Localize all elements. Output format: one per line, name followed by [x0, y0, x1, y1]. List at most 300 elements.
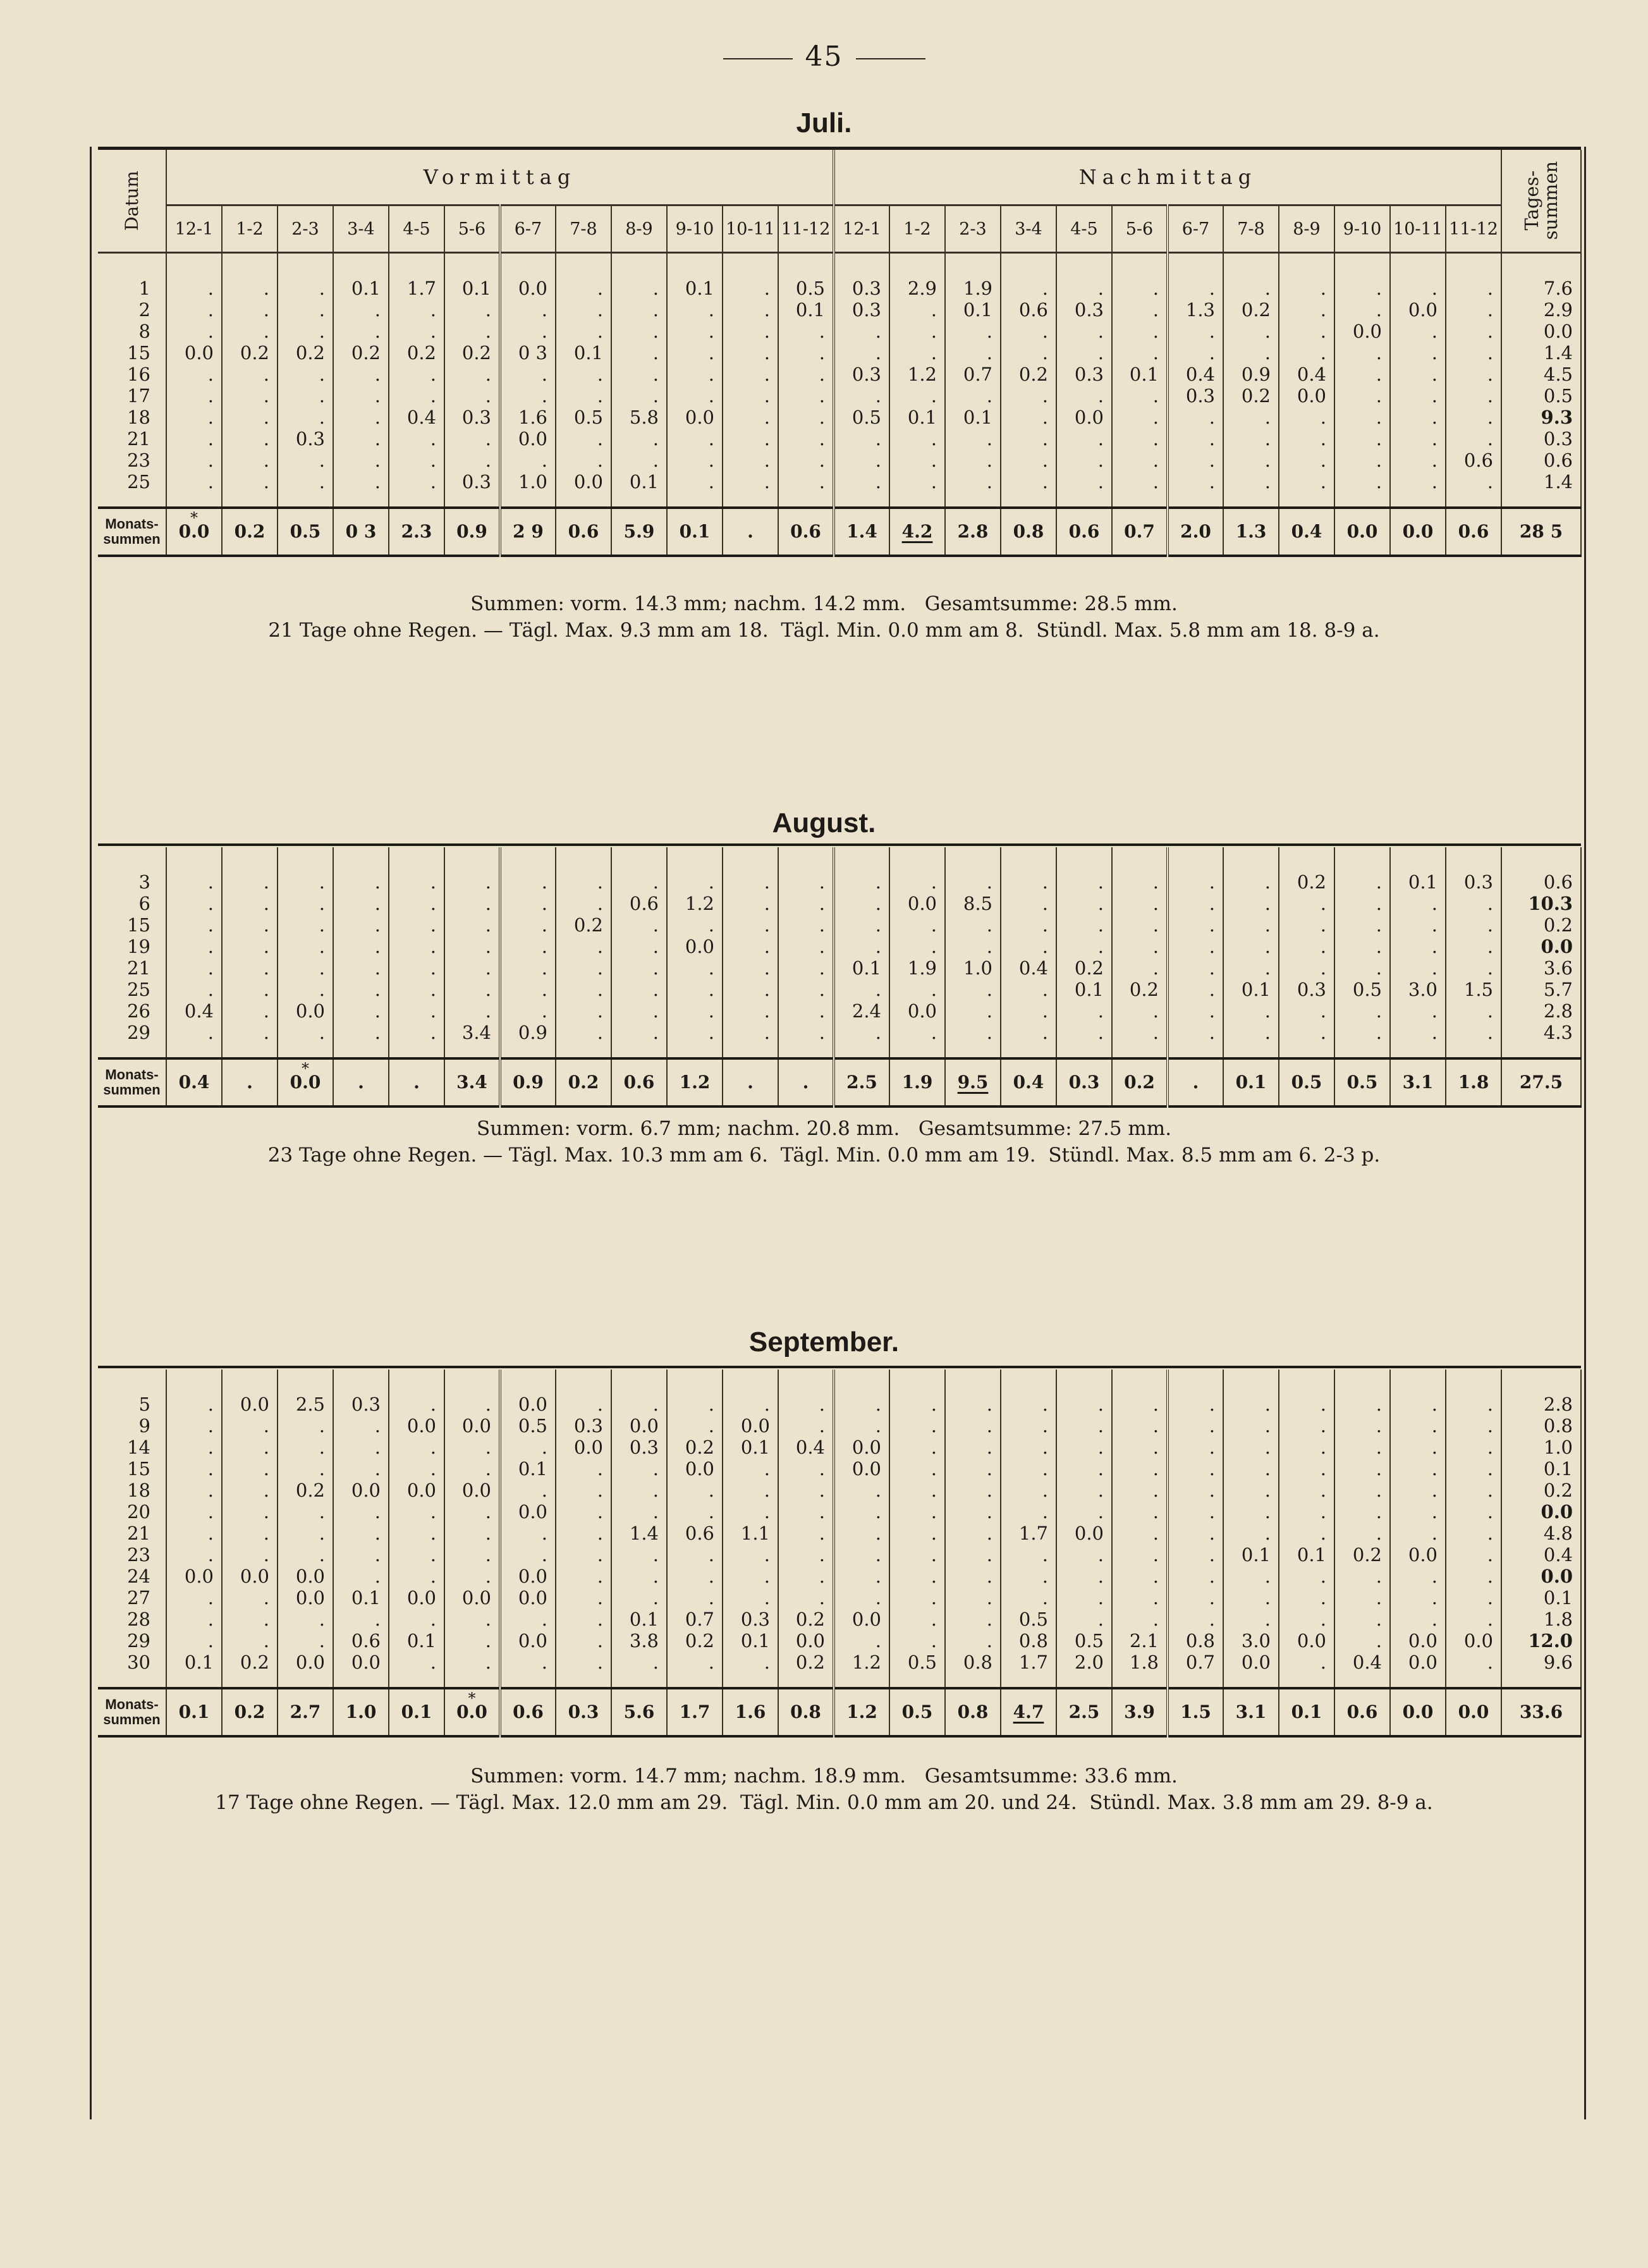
row-date: 27	[98, 1587, 166, 1609]
row-date: 24	[98, 1566, 166, 1587]
hourly-value: .	[556, 1566, 611, 1587]
hourly-value: .	[778, 364, 834, 385]
hourly-value: .	[556, 893, 611, 914]
hourly-value: .	[834, 1523, 889, 1544]
hourly-value: .	[834, 428, 889, 450]
hourly-value: 0.1	[723, 1437, 778, 1458]
monthly-sum-text: 0.0	[1402, 1701, 1434, 1722]
hourly-value: .	[556, 1022, 611, 1058]
hourly-value: .	[778, 1022, 834, 1058]
monthly-sum-text: 0.5	[290, 521, 321, 542]
hourly-value: .	[1334, 342, 1390, 364]
hourly-value: .	[222, 1501, 278, 1523]
hourly-value: .	[1279, 1652, 1334, 1688]
hourly-value: 0.0	[444, 1480, 500, 1501]
hourly-value: .	[1112, 914, 1168, 936]
hourly-value: .	[1168, 1415, 1223, 1437]
hourly-value: .	[1168, 471, 1223, 508]
hourly-value: .	[1112, 299, 1168, 321]
hourly-value: .	[1112, 847, 1168, 893]
hourly-value: .	[389, 428, 444, 450]
monthly-sum-value	[444, 1058, 500, 1106]
hourly-value: .	[723, 1000, 778, 1022]
hour-header: 8-9	[1279, 205, 1334, 253]
monthly-sum-text: 5.9	[623, 521, 655, 542]
table-row	[98, 1652, 1581, 1688]
hourly-value: .	[278, 471, 333, 508]
hourly-value: 0.4	[166, 1000, 222, 1022]
hourly-value: .	[333, 914, 389, 936]
daily-sum: 10.3	[1501, 893, 1581, 914]
hourly-value: .	[1334, 364, 1390, 385]
hourly-value: .	[1168, 893, 1223, 914]
hourly-value: .	[723, 1501, 778, 1523]
hourly-value: 0.0	[1279, 385, 1334, 407]
hourly-value: .	[389, 1022, 444, 1058]
hourly-value: .	[834, 385, 889, 407]
monthly-total: 28 5	[1501, 508, 1581, 556]
hourly-value: .	[1390, 364, 1446, 385]
hourly-value: 0.3	[1279, 979, 1334, 1000]
hourly-value: .	[1279, 299, 1334, 321]
hourly-value: .	[222, 1609, 278, 1630]
rain-table-july	[98, 147, 1582, 557]
monthly-sum-text: 0.9	[456, 521, 487, 542]
hourly-value: .	[444, 1523, 500, 1544]
hourly-value: .	[611, 321, 667, 342]
hourly-value: .	[1001, 1587, 1056, 1609]
hourly-value: .	[333, 407, 389, 428]
table-row	[98, 1630, 1581, 1652]
row-date: 3	[98, 847, 166, 893]
hourly-value: .	[1390, 428, 1446, 450]
monthly-sum-text: 0.8	[1013, 521, 1044, 542]
hour-header: 9-10	[667, 205, 723, 253]
hourly-value: .	[333, 1501, 389, 1523]
hourly-value: .	[500, 1480, 556, 1501]
hourly-value: .	[889, 979, 945, 1000]
hourly-value: .	[333, 1437, 389, 1458]
row-date: 1	[98, 253, 166, 300]
monthly-sum-text: .	[413, 1072, 420, 1093]
monthly-sum-text: 0.1	[1235, 1072, 1267, 1093]
hourly-value: .	[444, 1437, 500, 1458]
hourly-value: .	[1168, 1000, 1223, 1022]
hourly-value: 0.6	[1446, 450, 1501, 471]
hourly-value: 0.1	[500, 1458, 556, 1480]
hourly-value: 0.1	[389, 1630, 444, 1652]
row-date: 8	[98, 321, 166, 342]
row-date: 30	[98, 1652, 166, 1688]
table-row	[98, 1523, 1581, 1544]
hourly-value: 1.2	[667, 893, 723, 914]
hourly-value: 1.7	[389, 253, 444, 300]
hourly-value: 0.0	[1279, 1630, 1334, 1652]
hourly-value: .	[444, 1501, 500, 1523]
summary-august	[0, 1115, 1648, 1168]
hourly-value: .	[1334, 1587, 1390, 1609]
hourly-value: .	[444, 385, 500, 407]
hourly-value: .	[1168, 428, 1223, 450]
hourly-value: .	[1334, 1000, 1390, 1022]
hourly-value: .	[723, 299, 778, 321]
hourly-value: .	[1056, 1501, 1112, 1523]
hourly-value: .	[1223, 1370, 1279, 1415]
hourly-value: .	[1390, 936, 1446, 957]
summary-august-line-1: Summen: vorm. 6.7 mm; nachm. 20.8 mm. Gesamtsumme: 27.5 mm.	[476, 1117, 1172, 1140]
hourly-value: .	[166, 299, 222, 321]
hourly-value: 0.0	[723, 1415, 778, 1437]
hourly-value: .	[1223, 1480, 1279, 1501]
hourly-value: .	[556, 450, 611, 471]
row-date: 26	[98, 1000, 166, 1022]
hourly-value: .	[778, 1544, 834, 1566]
hourly-value: .	[1001, 342, 1056, 364]
hourly-value: .	[166, 385, 222, 407]
hourly-value: .	[333, 321, 389, 342]
hourly-value: 0.1	[667, 253, 723, 300]
hourly-value: .	[444, 450, 500, 471]
hourly-value: .	[945, 450, 1001, 471]
hourly-value: .	[1112, 1022, 1168, 1058]
hourly-value: .	[778, 1458, 834, 1480]
hourly-value: .	[222, 1437, 278, 1458]
hourly-value: .	[1001, 979, 1056, 1000]
hourly-value: .	[1223, 914, 1279, 936]
monthly-sum-value	[1446, 508, 1501, 556]
hourly-value: .	[389, 1544, 444, 1566]
hourly-value: .	[667, 1544, 723, 1566]
hourly-value: .	[1390, 342, 1446, 364]
hourly-value: 0.0	[1390, 1652, 1446, 1688]
daily-sum: 0.4	[1501, 1544, 1581, 1566]
table-header	[98, 149, 1581, 253]
monthly-sum-value	[500, 508, 556, 556]
hourly-value: 0.4	[778, 1437, 834, 1458]
hourly-value: 0.5	[1056, 1630, 1112, 1652]
hourly-value: 0.0	[444, 1415, 500, 1437]
daily-sum: 0.3	[1501, 428, 1581, 450]
hourly-value: .	[444, 1566, 500, 1587]
hourly-value: .	[1334, 847, 1390, 893]
hourly-value: .	[333, 1000, 389, 1022]
monthly-sum-text: 1.5	[1180, 1701, 1211, 1722]
hourly-value: .	[778, 957, 834, 979]
hourly-value: .	[1112, 385, 1168, 407]
hourly-value: .	[222, 893, 278, 914]
hourly-value: 0.8	[1168, 1630, 1223, 1652]
hourly-value: .	[1279, 893, 1334, 914]
hourly-value: 0.0	[389, 1415, 444, 1437]
hour-header: 12-1	[834, 205, 889, 253]
hourly-value: .	[1056, 1022, 1112, 1058]
daily-sum: 4.8	[1501, 1523, 1581, 1544]
hourly-value: .	[1223, 1587, 1279, 1609]
hourly-value: .	[500, 957, 556, 979]
hourly-value: 1.0	[500, 471, 556, 508]
hourly-value: .	[1446, 1652, 1501, 1688]
hourly-value: .	[667, 979, 723, 1000]
hourly-value: 0.2	[278, 342, 333, 364]
hourly-value: .	[723, 1652, 778, 1688]
hourly-value: .	[389, 1370, 444, 1415]
monthly-sum-value	[667, 508, 723, 556]
hourly-value: 0.0	[278, 1566, 333, 1587]
hourly-value: 0.0	[1223, 1652, 1279, 1688]
hourly-value: .	[1112, 1370, 1168, 1415]
daily-sum: 2.8	[1501, 1000, 1581, 1022]
daily-sum: 9.3	[1501, 407, 1581, 428]
daily-sum: 0.0	[1501, 936, 1581, 957]
hourly-value: .	[889, 1609, 945, 1630]
hour-header: 10-11	[723, 205, 778, 253]
hourly-value: .	[278, 299, 333, 321]
hourly-value: 0.2	[556, 914, 611, 936]
monthly-sum-value	[222, 508, 278, 556]
hourly-value: .	[1168, 1566, 1223, 1587]
hourly-value: .	[834, 1022, 889, 1058]
hourly-value: 0.0	[166, 1566, 222, 1587]
hourly-value: .	[222, 299, 278, 321]
hourly-value: 0.2	[278, 1480, 333, 1501]
hourly-value: .	[889, 936, 945, 957]
monthly-sum-value	[889, 508, 945, 556]
rain-table-august	[98, 847, 1582, 1108]
hourly-value: .	[1334, 471, 1390, 508]
table-row	[98, 1437, 1581, 1458]
hourly-value: .	[444, 321, 500, 342]
hourly-value: .	[222, 321, 278, 342]
hour-header: 2-3	[278, 205, 333, 253]
daily-sum: 0.2	[1501, 1480, 1581, 1501]
hourly-value: .	[166, 957, 222, 979]
hourly-value: .	[166, 253, 222, 300]
hourly-value: .	[945, 1370, 1001, 1415]
hourly-value: .	[389, 1652, 444, 1688]
tagessummen-header	[1501, 150, 1581, 253]
hourly-value: .	[333, 1022, 389, 1058]
hourly-value: 1.0	[945, 957, 1001, 979]
hourly-value: .	[389, 1501, 444, 1523]
hourly-value: .	[1334, 893, 1390, 914]
hour-header: 9-10	[1334, 205, 1390, 253]
hourly-value: .	[1168, 1609, 1223, 1630]
monthly-sum-text: 2.0	[1180, 521, 1211, 542]
hourly-value: .	[222, 1630, 278, 1652]
hourly-value: .	[723, 385, 778, 407]
hourly-value: .	[1446, 299, 1501, 321]
hourly-value: .	[556, 847, 611, 893]
hourly-value: .	[556, 1652, 611, 1688]
hourly-value: .	[945, 1566, 1001, 1587]
hourly-value: .	[1279, 1437, 1334, 1458]
daily-sum: 0.1	[1501, 1587, 1581, 1609]
hourly-value: .	[1223, 847, 1279, 893]
hourly-value: .	[1112, 321, 1168, 342]
hourly-value: .	[667, 1501, 723, 1523]
hourly-value: .	[1279, 321, 1334, 342]
row-date: 21	[98, 428, 166, 450]
hourly-value: .	[1390, 1370, 1446, 1415]
hourly-value: .	[1279, 1000, 1334, 1022]
hourly-value: .	[889, 1630, 945, 1652]
hourly-value: .	[444, 428, 500, 450]
hourly-value: .	[889, 321, 945, 342]
hourly-value: .	[834, 1370, 889, 1415]
hourly-value: .	[1446, 1501, 1501, 1523]
row-date: 29	[98, 1630, 166, 1652]
monthly-sum-text: 3.1	[1402, 1072, 1434, 1093]
hourly-value: 1.5	[1446, 979, 1501, 1000]
hourly-value: .	[444, 1000, 500, 1022]
hourly-value: 0.7	[1168, 1652, 1223, 1688]
hourly-value: 0.5	[1001, 1609, 1056, 1630]
hourly-value: .	[278, 1523, 333, 1544]
hourly-value: .	[1279, 253, 1334, 300]
table-row	[98, 407, 1581, 428]
hourly-value: .	[723, 1587, 778, 1609]
hourly-value: .	[278, 957, 333, 979]
hourly-value: .	[889, 342, 945, 364]
page-number	[0, 40, 1648, 73]
hourly-value: .	[1279, 957, 1334, 979]
monthly-sum-value	[945, 508, 1001, 556]
hourly-value: .	[1390, 1523, 1446, 1544]
hourly-value: 0 3	[500, 342, 556, 364]
monthly-sum-text: 0.2	[234, 1701, 266, 1722]
hourly-value: .	[945, 1458, 1001, 1480]
hourly-value: .	[444, 1652, 500, 1688]
hour-header: 3-4	[1001, 205, 1056, 253]
monthly-total: 27.5	[1501, 1058, 1581, 1106]
hourly-value: 0.0	[1390, 1544, 1446, 1566]
hourly-value: .	[444, 1630, 500, 1652]
table-row	[98, 1000, 1581, 1022]
hourly-value: 0.0	[1334, 321, 1390, 342]
hourly-value: 0.5	[889, 1652, 945, 1688]
hourly-value: .	[1168, 1458, 1223, 1480]
table-row	[98, 1458, 1581, 1480]
table-row	[98, 471, 1581, 508]
hourly-value: .	[500, 321, 556, 342]
summary-september-line-2: 17 Tage ohne Regen. — Tägl. Max. 12.0 mm am 29. Tägl. Min. 0.0 mm am 20. und 24. Stündl. Max. 3.8 mm am 29. 8-9 a.	[215, 1791, 1433, 1814]
hourly-value: 1.2	[889, 364, 945, 385]
hourly-value: .	[889, 1587, 945, 1609]
hourly-value: 0.0	[278, 1587, 333, 1609]
nachmittag-header: Nachmittag	[834, 150, 1501, 205]
hourly-value: .	[945, 385, 1001, 407]
table-row	[98, 385, 1581, 407]
monthly-sum-text: 0.6	[623, 1072, 655, 1093]
hourly-value: .	[278, 914, 333, 936]
monthly-sum-text: 1.6	[735, 1701, 766, 1722]
hourly-value: .	[1223, 1523, 1279, 1544]
hourly-value: 0.2	[222, 1652, 278, 1688]
hourly-value: .	[834, 321, 889, 342]
hourly-value: .	[500, 1523, 556, 1544]
hourly-value: 0.6	[611, 893, 667, 914]
hourly-value: .	[667, 299, 723, 321]
hourly-value: .	[889, 1437, 945, 1458]
hourly-value: .	[778, 450, 834, 471]
monthly-sum-text: .	[802, 1072, 809, 1093]
monthly-sum-value	[556, 1058, 611, 1106]
hourly-value: .	[389, 914, 444, 936]
hourly-value: .	[333, 1415, 389, 1437]
monthly-sum-value	[611, 1058, 667, 1106]
hourly-value: .	[945, 1000, 1001, 1022]
hourly-value: .	[778, 385, 834, 407]
hourly-value: .	[333, 979, 389, 1000]
hourly-value: 0.0	[778, 1630, 834, 1652]
hourly-value: .	[1446, 1544, 1501, 1566]
hourly-value: .	[166, 428, 222, 450]
hourly-value: .	[166, 1415, 222, 1437]
hourly-value: .	[889, 471, 945, 508]
hourly-value: 0.6	[1001, 299, 1056, 321]
hourly-value: .	[1446, 1566, 1501, 1587]
hourly-value: 0.2	[389, 342, 444, 364]
hourly-value: .	[1001, 1370, 1056, 1415]
hourly-value: .	[1001, 1022, 1056, 1058]
hourly-value: .	[166, 1480, 222, 1501]
hourly-value: .	[222, 1022, 278, 1058]
hourly-value: .	[389, 847, 444, 893]
hourly-value: .	[723, 342, 778, 364]
hourly-value: .	[166, 979, 222, 1000]
hourly-value: .	[1446, 1587, 1501, 1609]
hourly-value: .	[389, 1523, 444, 1544]
hourly-value: .	[166, 1022, 222, 1058]
hourly-value: .	[166, 364, 222, 385]
hourly-value: .	[166, 1437, 222, 1458]
daily-sum: 3.6	[1501, 957, 1581, 979]
monthly-sum-value	[1168, 508, 1223, 556]
hourly-value: 0.1	[611, 471, 667, 508]
hourly-value: .	[1446, 1609, 1501, 1630]
hourly-value: .	[222, 847, 278, 893]
hourly-value: .	[1056, 450, 1112, 471]
hourly-value: .	[500, 979, 556, 1000]
hourly-value: .	[278, 1415, 333, 1437]
table-row	[98, 450, 1581, 471]
hourly-value: 0.3	[1446, 847, 1501, 893]
monthly-sum-value	[1223, 508, 1279, 556]
hourly-value: 0.1	[1223, 1544, 1279, 1566]
hourly-value: 0.0	[1056, 1523, 1112, 1544]
hourly-value: .	[611, 914, 667, 936]
daily-sum: 0.6	[1501, 450, 1581, 471]
hourly-value: 1.1	[723, 1523, 778, 1544]
hourly-value: .	[389, 957, 444, 979]
hourly-value: 0.7	[667, 1609, 723, 1630]
hourly-value: .	[444, 893, 500, 914]
hourly-value: 0.9	[500, 1022, 556, 1058]
hourly-value: .	[1056, 914, 1112, 936]
hourly-value: .	[1056, 1000, 1112, 1022]
hour-header: 3-4	[333, 205, 389, 253]
monthly-sum-text: .	[747, 1072, 754, 1093]
hourly-value: 0.2	[778, 1609, 834, 1630]
hourly-value: .	[1001, 321, 1056, 342]
hourly-value: .	[1168, 914, 1223, 936]
monthly-sum-text: * 0.0	[290, 1072, 321, 1093]
hourly-value: .	[278, 1437, 333, 1458]
hourly-value: .	[166, 407, 222, 428]
hourly-value: .	[222, 914, 278, 936]
hourly-value: .	[389, 1566, 444, 1587]
monthly-sum-text: 0.2	[1124, 1072, 1155, 1093]
